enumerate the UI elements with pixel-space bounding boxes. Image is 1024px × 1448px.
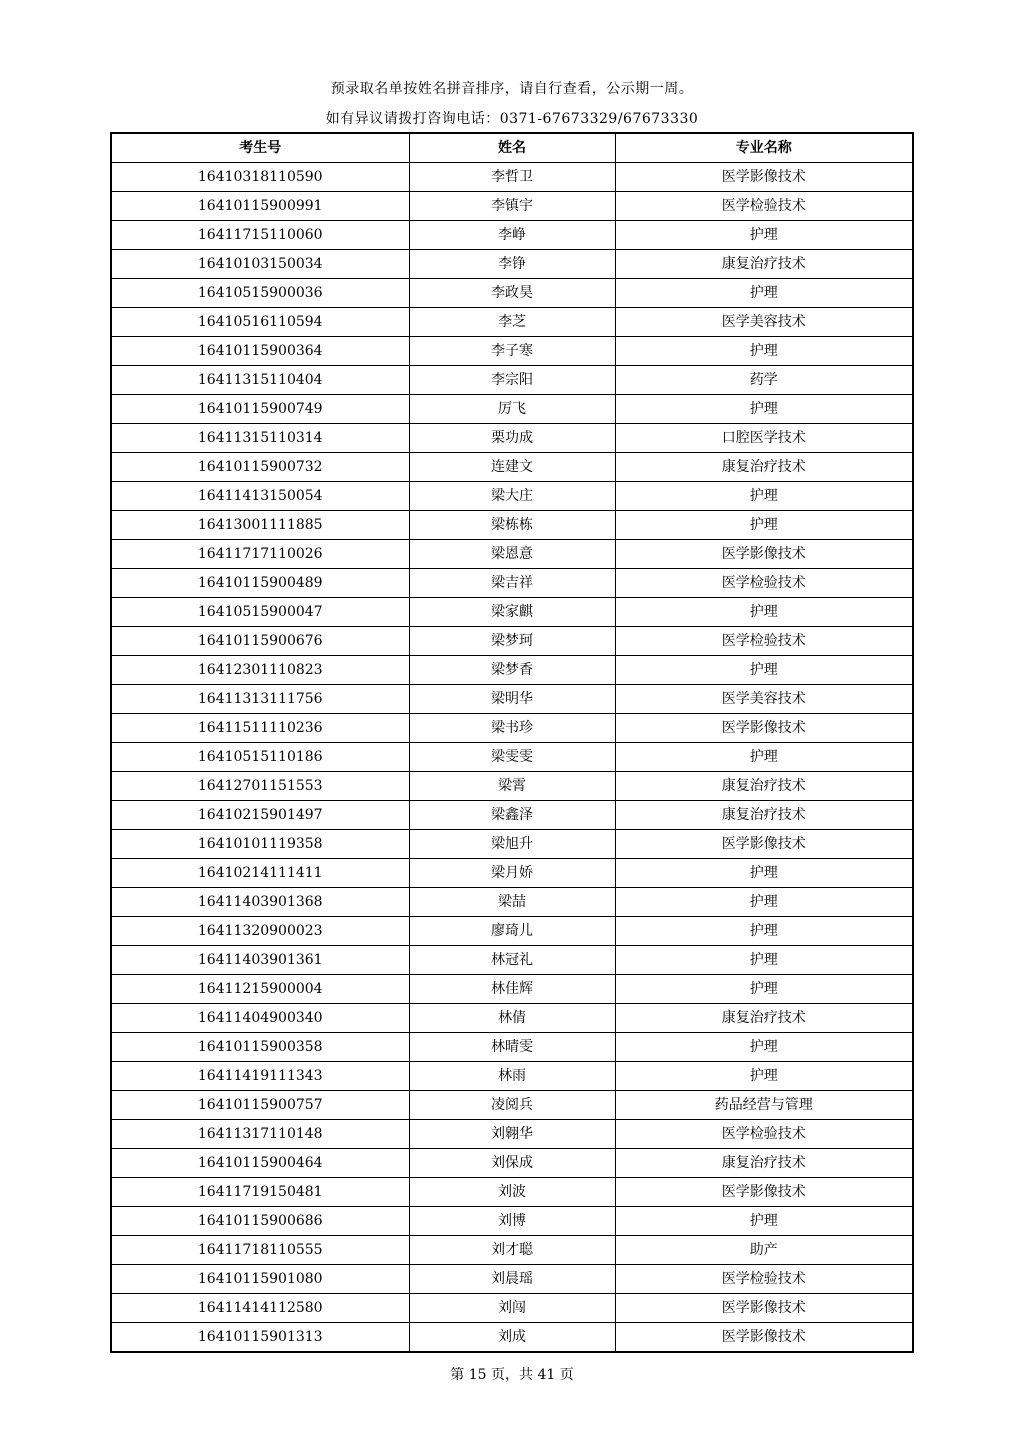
cell-name: 梁鑫泽	[409, 801, 615, 830]
cell-major: 康复治疗技术	[615, 801, 913, 830]
cell-major: 护理	[615, 975, 913, 1004]
cell-name: 李镇宇	[409, 192, 615, 221]
cell-exam-number: 16412701151553	[111, 772, 409, 801]
table-row	[111, 975, 913, 1004]
table-row	[111, 830, 913, 859]
table-row	[111, 453, 913, 482]
cell-name: 林晴雯	[409, 1033, 615, 1062]
cell-major: 医学影像技术	[615, 163, 913, 192]
cell-exam-number: 16411215900004	[111, 975, 409, 1004]
cell-major: 医学检验技术	[615, 627, 913, 656]
notice-line-2: 如有异议请拨打咨询电话：0371-67673329/67673330	[325, 111, 699, 127]
cell-major: 护理	[615, 337, 913, 366]
notice-line-1: 预录取名单按姓名拼音排序，请自行查看，公示期一周。	[330, 81, 694, 97]
cell-name: 廖琦儿	[409, 917, 615, 946]
cell-major: 康复治疗技术	[615, 250, 913, 279]
cell-exam-number: 16411320900023	[111, 917, 409, 946]
table-row	[111, 598, 913, 627]
cell-name: 梁明华	[409, 685, 615, 714]
table-row	[111, 946, 913, 975]
cell-exam-number: 16410214111411	[111, 859, 409, 888]
cell-exam-number: 16411718110555	[111, 1236, 409, 1265]
table-row	[111, 1178, 913, 1207]
cell-name: 刘晨瑶	[409, 1265, 615, 1294]
cell-name: 李芝	[409, 308, 615, 337]
cell-major: 康复治疗技术	[615, 453, 913, 482]
cell-major: 护理	[615, 598, 913, 627]
cell-exam-number: 16412301110823	[111, 656, 409, 685]
cell-major: 护理	[615, 395, 913, 424]
table-row	[111, 888, 913, 917]
table-row	[111, 366, 913, 395]
table-header-row	[111, 133, 913, 163]
cell-exam-number: 16411403901361	[111, 946, 409, 975]
cell-exam-number: 16411413150054	[111, 482, 409, 511]
cell-major: 护理	[615, 482, 913, 511]
table-row	[111, 1323, 913, 1353]
cell-exam-number: 16411719150481	[111, 1178, 409, 1207]
cell-major: 康复治疗技术	[615, 1149, 913, 1178]
table-row	[111, 395, 913, 424]
cell-exam-number: 16410103150034	[111, 250, 409, 279]
cell-major: 医学影像技术	[615, 1178, 913, 1207]
cell-exam-number: 16410115900489	[111, 569, 409, 598]
cell-name: 梁喆	[409, 888, 615, 917]
cell-name: 李峥	[409, 221, 615, 250]
cell-exam-number: 16411717110026	[111, 540, 409, 569]
cell-name: 林冠礼	[409, 946, 615, 975]
cell-exam-number: 16411317110148	[111, 1120, 409, 1149]
cell-major: 护理	[615, 1062, 913, 1091]
cell-major: 医学美容技术	[615, 308, 913, 337]
table-row	[111, 1091, 913, 1120]
table-row	[111, 540, 913, 569]
page-footer: 第 15 页，共 41 页	[450, 1367, 574, 1383]
header-major: 专业名称	[615, 133, 913, 163]
cell-major: 医学检验技术	[615, 192, 913, 221]
table-row	[111, 1265, 913, 1294]
cell-major: 护理	[615, 859, 913, 888]
table-row	[111, 163, 913, 192]
table-row	[111, 1294, 913, 1323]
cell-major: 护理	[615, 917, 913, 946]
table-row	[111, 685, 913, 714]
cell-exam-number: 16411414112580	[111, 1294, 409, 1323]
cell-exam-number: 16411419111343	[111, 1062, 409, 1091]
cell-name: 梁家麒	[409, 598, 615, 627]
table-row	[111, 1149, 913, 1178]
cell-exam-number: 16410115900676	[111, 627, 409, 656]
cell-major: 护理	[615, 656, 913, 685]
cell-major: 医学影像技术	[615, 540, 913, 569]
cell-name: 刘保成	[409, 1149, 615, 1178]
cell-name: 林佳辉	[409, 975, 615, 1004]
cell-exam-number: 16410115901313	[111, 1323, 409, 1353]
cell-exam-number: 16411404900340	[111, 1004, 409, 1033]
table-row	[111, 482, 913, 511]
cell-exam-number: 16410115900358	[111, 1033, 409, 1062]
cell-major: 护理	[615, 221, 913, 250]
cell-exam-number: 16410115900749	[111, 395, 409, 424]
cell-major: 护理	[615, 743, 913, 772]
cell-name: 梁旭升	[409, 830, 615, 859]
cell-major: 护理	[615, 279, 913, 308]
table-body	[111, 163, 913, 1353]
header-exam-number: 考生号	[111, 133, 409, 163]
cell-name: 梁大庄	[409, 482, 615, 511]
cell-name: 厉飞	[409, 395, 615, 424]
cell-exam-number: 16410115900364	[111, 337, 409, 366]
cell-exam-number: 16411315110314	[111, 424, 409, 453]
cell-exam-number: 16411315110404	[111, 366, 409, 395]
cell-exam-number: 16410215901497	[111, 801, 409, 830]
cell-major: 医学影像技术	[615, 714, 913, 743]
table-row	[111, 1236, 913, 1265]
table-row	[111, 250, 913, 279]
cell-name: 刘波	[409, 1178, 615, 1207]
table-row	[111, 1207, 913, 1236]
table-row	[111, 569, 913, 598]
cell-name: 梁雯雯	[409, 743, 615, 772]
table-row	[111, 1004, 913, 1033]
cell-name: 梁梦珂	[409, 627, 615, 656]
cell-major: 口腔医学技术	[615, 424, 913, 453]
cell-name: 刘博	[409, 1207, 615, 1236]
table-row	[111, 424, 913, 453]
cell-exam-number: 16411511110236	[111, 714, 409, 743]
cell-major: 护理	[615, 511, 913, 540]
cell-name: 梁书珍	[409, 714, 615, 743]
table-row	[111, 221, 913, 250]
cell-major: 康复治疗技术	[615, 1004, 913, 1033]
cell-name: 梁栋栋	[409, 511, 615, 540]
header-name: 姓名	[409, 133, 615, 163]
cell-exam-number: 16410515900036	[111, 279, 409, 308]
table-row	[111, 511, 913, 540]
cell-name: 李铮	[409, 250, 615, 279]
cell-name: 林倩	[409, 1004, 615, 1033]
table-row	[111, 917, 913, 946]
cell-exam-number: 16410115900991	[111, 192, 409, 221]
table-row	[111, 714, 913, 743]
cell-exam-number: 16410318110590	[111, 163, 409, 192]
table-row	[111, 772, 913, 801]
cell-name: 刘翱华	[409, 1120, 615, 1149]
cell-name: 梁梦香	[409, 656, 615, 685]
table-row	[111, 1033, 913, 1062]
cell-exam-number: 16411313111756	[111, 685, 409, 714]
admission-list-table	[110, 132, 914, 1353]
cell-name: 李子寒	[409, 337, 615, 366]
cell-name: 刘成	[409, 1323, 615, 1353]
table-row	[111, 627, 913, 656]
cell-major: 医学检验技术	[615, 569, 913, 598]
cell-major: 护理	[615, 946, 913, 975]
table-row	[111, 192, 913, 221]
cell-major: 助产	[615, 1236, 913, 1265]
cell-exam-number: 16411715110060	[111, 221, 409, 250]
cell-exam-number: 16413001111885	[111, 511, 409, 540]
cell-exam-number: 16410115901080	[111, 1265, 409, 1294]
cell-exam-number: 16410516110594	[111, 308, 409, 337]
cell-name: 梁吉祥	[409, 569, 615, 598]
cell-major: 医学检验技术	[615, 1120, 913, 1149]
cell-name: 刘闯	[409, 1294, 615, 1323]
table-row	[111, 859, 913, 888]
cell-exam-number: 16410115900757	[111, 1091, 409, 1120]
cell-name: 梁月娇	[409, 859, 615, 888]
cell-major: 康复治疗技术	[615, 772, 913, 801]
table-row	[111, 743, 913, 772]
table-row	[111, 656, 913, 685]
table-row	[111, 337, 913, 366]
cell-name: 刘才聪	[409, 1236, 615, 1265]
cell-major: 护理	[615, 1207, 913, 1236]
cell-exam-number: 16410115900464	[111, 1149, 409, 1178]
cell-major: 药学	[615, 366, 913, 395]
cell-name: 凌阅兵	[409, 1091, 615, 1120]
cell-name: 李哲卫	[409, 163, 615, 192]
cell-exam-number: 16410115900686	[111, 1207, 409, 1236]
cell-name: 梁恩意	[409, 540, 615, 569]
cell-exam-number: 16410115900732	[111, 453, 409, 482]
cell-major: 医学影像技术	[615, 1323, 913, 1353]
table-row	[111, 801, 913, 830]
cell-major: 医学影像技术	[615, 830, 913, 859]
cell-major: 医学影像技术	[615, 1294, 913, 1323]
cell-major: 医学检验技术	[615, 1265, 913, 1294]
cell-name: 李政昊	[409, 279, 615, 308]
cell-major: 药品经营与管理	[615, 1091, 913, 1120]
cell-name: 李宗阳	[409, 366, 615, 395]
cell-major: 医学美容技术	[615, 685, 913, 714]
cell-exam-number: 16410515110186	[111, 743, 409, 772]
cell-exam-number: 16410515900047	[111, 598, 409, 627]
cell-name: 栗功成	[409, 424, 615, 453]
table-row	[111, 279, 913, 308]
table-row	[111, 1120, 913, 1149]
table-row	[111, 1062, 913, 1091]
cell-name: 连建文	[409, 453, 615, 482]
cell-exam-number: 16411403901368	[111, 888, 409, 917]
table-row	[111, 308, 913, 337]
cell-name: 梁霄	[409, 772, 615, 801]
cell-exam-number: 16410101119358	[111, 830, 409, 859]
cell-major: 护理	[615, 888, 913, 917]
cell-major: 护理	[615, 1033, 913, 1062]
cell-name: 林雨	[409, 1062, 615, 1091]
